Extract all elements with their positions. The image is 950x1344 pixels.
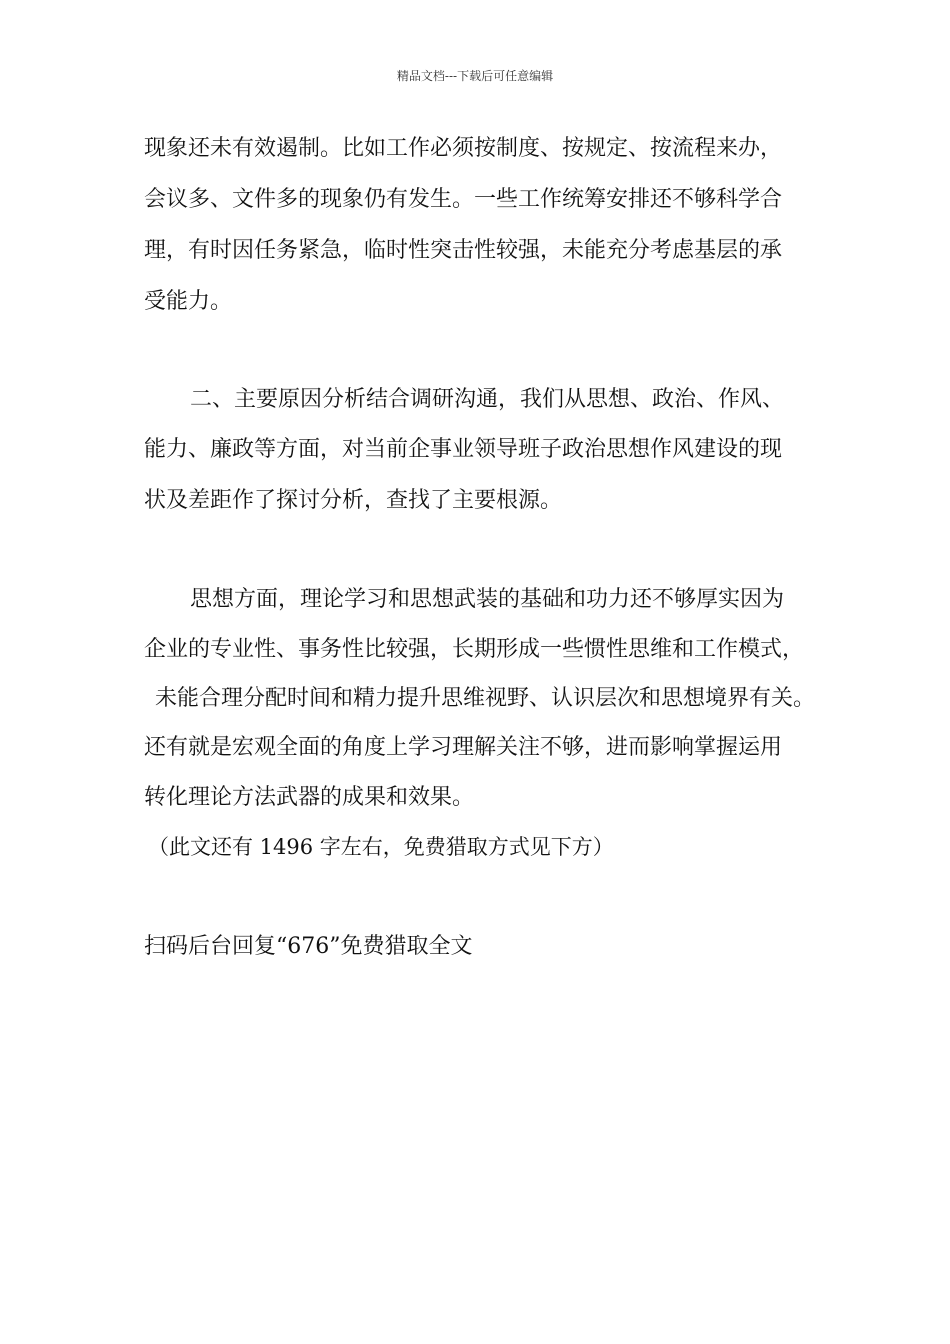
text-line: 会议多、文件多的现象仍有发生。一些工作统筹安排还不够科学合 [144, 187, 783, 212]
text-line: 能力、廉政等方面，对当前企事业领导班子政治思想作风建设的现 [144, 437, 783, 462]
text-line: 企业的专业性、事务性比较强，长期形成一些惯性思维和工作模式， [144, 637, 805, 662]
text-line: 未能合理分配时间和精力提升思维视野、认识层次和思想境界有关。 [155, 686, 816, 711]
text-line: 转化理论方法武器的成果和效果。 [144, 785, 475, 810]
text-line: 还有就是宏观全面的角度上学习理解关注不够，进而影响掌握运用 [144, 735, 783, 760]
text-line: 现象还未有效遏制。比如工作必须按制度、按规定、按流程来办， [144, 136, 783, 161]
text-line: 思想方面，理论学习和思想武装的基础和功力还不够厚实因为 [190, 587, 785, 612]
footer-instruction: 扫码后台回复“676”免费猎取全文 [144, 934, 473, 959]
text-line: 理，有时因任务紧急，临时性突击性较强，未能充分考虑基层的承 [144, 238, 783, 263]
remaining-note: （此文还有 1496 字左右，免费猎取方式见下方） [148, 835, 614, 859]
text-line: 状及差距作了探讨分析，查找了主要根源。 [144, 488, 563, 513]
text-line: 二、主要原因分析结合调研沟通，我们从思想、政治、作风、 [190, 387, 785, 412]
page-header: 精品文档---下载后可任意编辑 [396, 69, 554, 83]
text-line: 受能力。 [144, 289, 233, 314]
